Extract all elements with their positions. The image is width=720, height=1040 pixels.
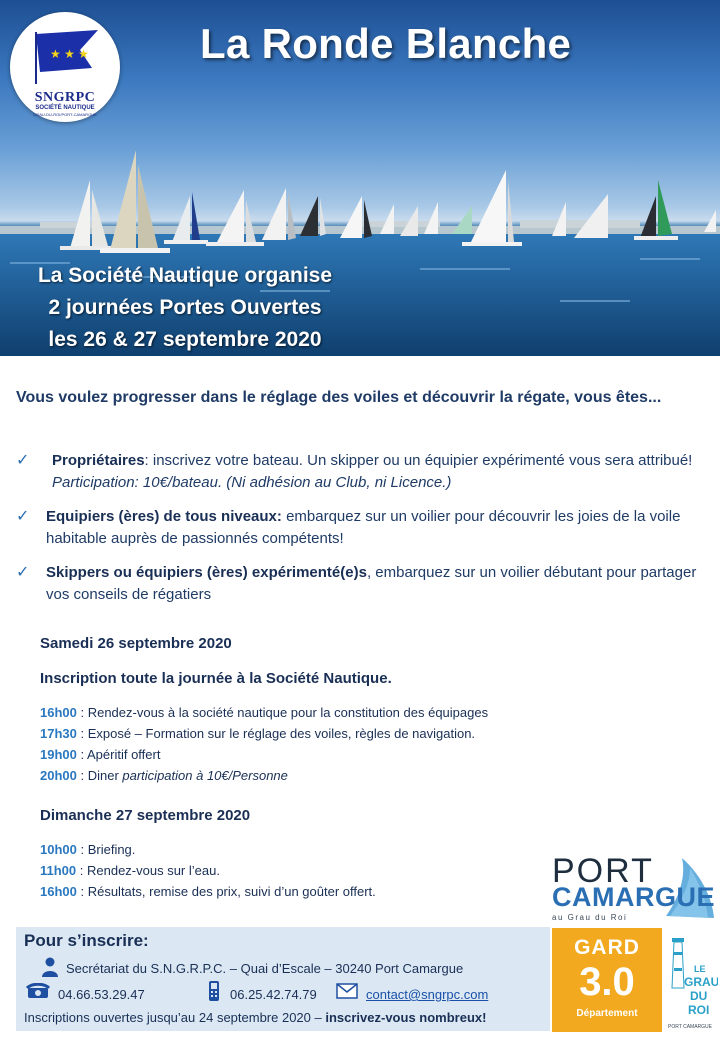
hero-line-3: les 26 & 27 septembre 2020 [48,328,322,351]
gard-number: 3.0 [579,960,635,1004]
svg-text:DU: DU [690,989,708,1003]
schedule-item: 17h30 : Exposé – Formation sur le réglage des voiles, règles de navigation. [40,726,476,741]
check-icon: ✓ [16,508,30,525]
list-item-crew [16,506,706,550]
saturday-subtitle: Inscription toute la journée à la Société Nautique. [40,670,392,687]
svg-text:★ ★ ★: ★ ★ ★ [50,47,89,61]
schedule-item: 10h00 : Briefing. [40,842,136,857]
svg-text:PORT CAMARGUE: PORT CAMARGUE [668,1024,712,1030]
logo-acronym: SNGRPC [34,90,96,105]
bullet-text: embarquez sur un voilier pour découvrir les joies de la voile habitable auprès de passionnés compétents! [46,508,681,547]
email-icon [336,983,358,999]
schedule-item: 16h00 : Résultats, remise des prix, suivi d’un goûter offert. [40,884,376,899]
mobile-number: 06.25.42.74.79 [230,987,317,1002]
logo-location: GRAU-DU-ROI/PORT-CAMARGUE [33,112,97,117]
person-icon [42,957,58,977]
logo-port: PORT [552,852,654,890]
saturday-schedule [40,702,488,786]
address-text: Secrétariat du S.N.G.R.P.C. – Quai d’Escale – 30240 Port Camargue [66,961,464,976]
schedule-item: 19h00 : Apéritif offert [40,747,161,762]
telephone-icon [26,983,50,999]
grau-du-roi-logo [664,928,718,1032]
sngrpc-logo [10,12,120,122]
bullet-heading: Equipiers (ères) de tous niveaux: [46,508,282,525]
list-item-skippers [16,562,706,606]
list-item-owners [16,450,706,494]
logo-camargue: CAMARGUE [552,882,715,912]
email-link[interactable] [366,987,488,1002]
check-icon: ✓ [16,452,30,469]
bullet-text: , embarquez sur un voilier débutant pour partager vos conseils de régatiers [46,564,697,603]
registration-box [16,927,550,1031]
sunday-schedule [40,839,376,902]
schedule-item: 16h00 : Rendez-vous à la société nautique pour la constitution des équipages [40,705,489,720]
bullet-heading: Skippers ou équipiers (ères) expérimenté(e)s [46,564,367,581]
schedule-item: 11h00 : Rendez-vous sur l’eau. [40,863,220,878]
bullet-text: : inscrivez votre bateau. Un skipper ou un équipier expérimenté vous sera attribué! [144,452,693,469]
gard-department-logo [552,928,662,1032]
hero-line-1: La Société Nautique organise [37,264,333,287]
svg-text:ROI: ROI [688,1003,710,1017]
registration-title: Pour s’inscrire: [24,931,149,950]
svg-text:GRAU: GRAU [684,975,718,989]
check-icon: ✓ [16,564,30,581]
audience-list [16,450,706,618]
closing-line: Inscriptions ouvertes jusqu’au 24 septembre 2020 – inscrivez-vous nombreux! [24,1010,487,1025]
port-camargue-logo [550,852,720,922]
logo-subtitle: SOCIÉTÉ NAUTIQUE [35,105,95,111]
hero-line-2: 2 journées Portes Ouvertes [48,296,322,319]
svg-text:LE: LE [694,964,706,974]
gard-name: GARD [574,936,640,959]
intro-text: Vous voulez progresser dans le réglage des voiles et découvrir la régate, vous êtes... [16,389,662,406]
page-title: La Ronde Blanche [200,20,572,67]
hero-banner [0,0,720,356]
bullet-price: Participation: 10€/bateau. (Ni adhésion au Club, ni Licence.) [52,474,452,491]
pennant-flag-icon [32,28,102,84]
schedule-item: 20h00 : Diner participation à 10€/Personne [40,768,288,783]
bullet-heading: Propriétaires [52,452,145,469]
phone-number: 04.66.53.29.47 [58,987,145,1002]
lighthouse-logo [664,928,718,1032]
logo-grau: au Grau du Roi [552,913,628,922]
closing-call-to-action: inscrivez-vous nombreux! [325,1010,487,1025]
email-address[interactable]: contact@sngrpc.com [366,987,489,1002]
mobile-phone-icon [208,980,220,1002]
saturday-title: Samedi 26 septembre 2020 [40,635,232,652]
sunday-title: Dimanche 27 septembre 2020 [40,807,251,824]
gard-label: Département [576,1008,638,1019]
